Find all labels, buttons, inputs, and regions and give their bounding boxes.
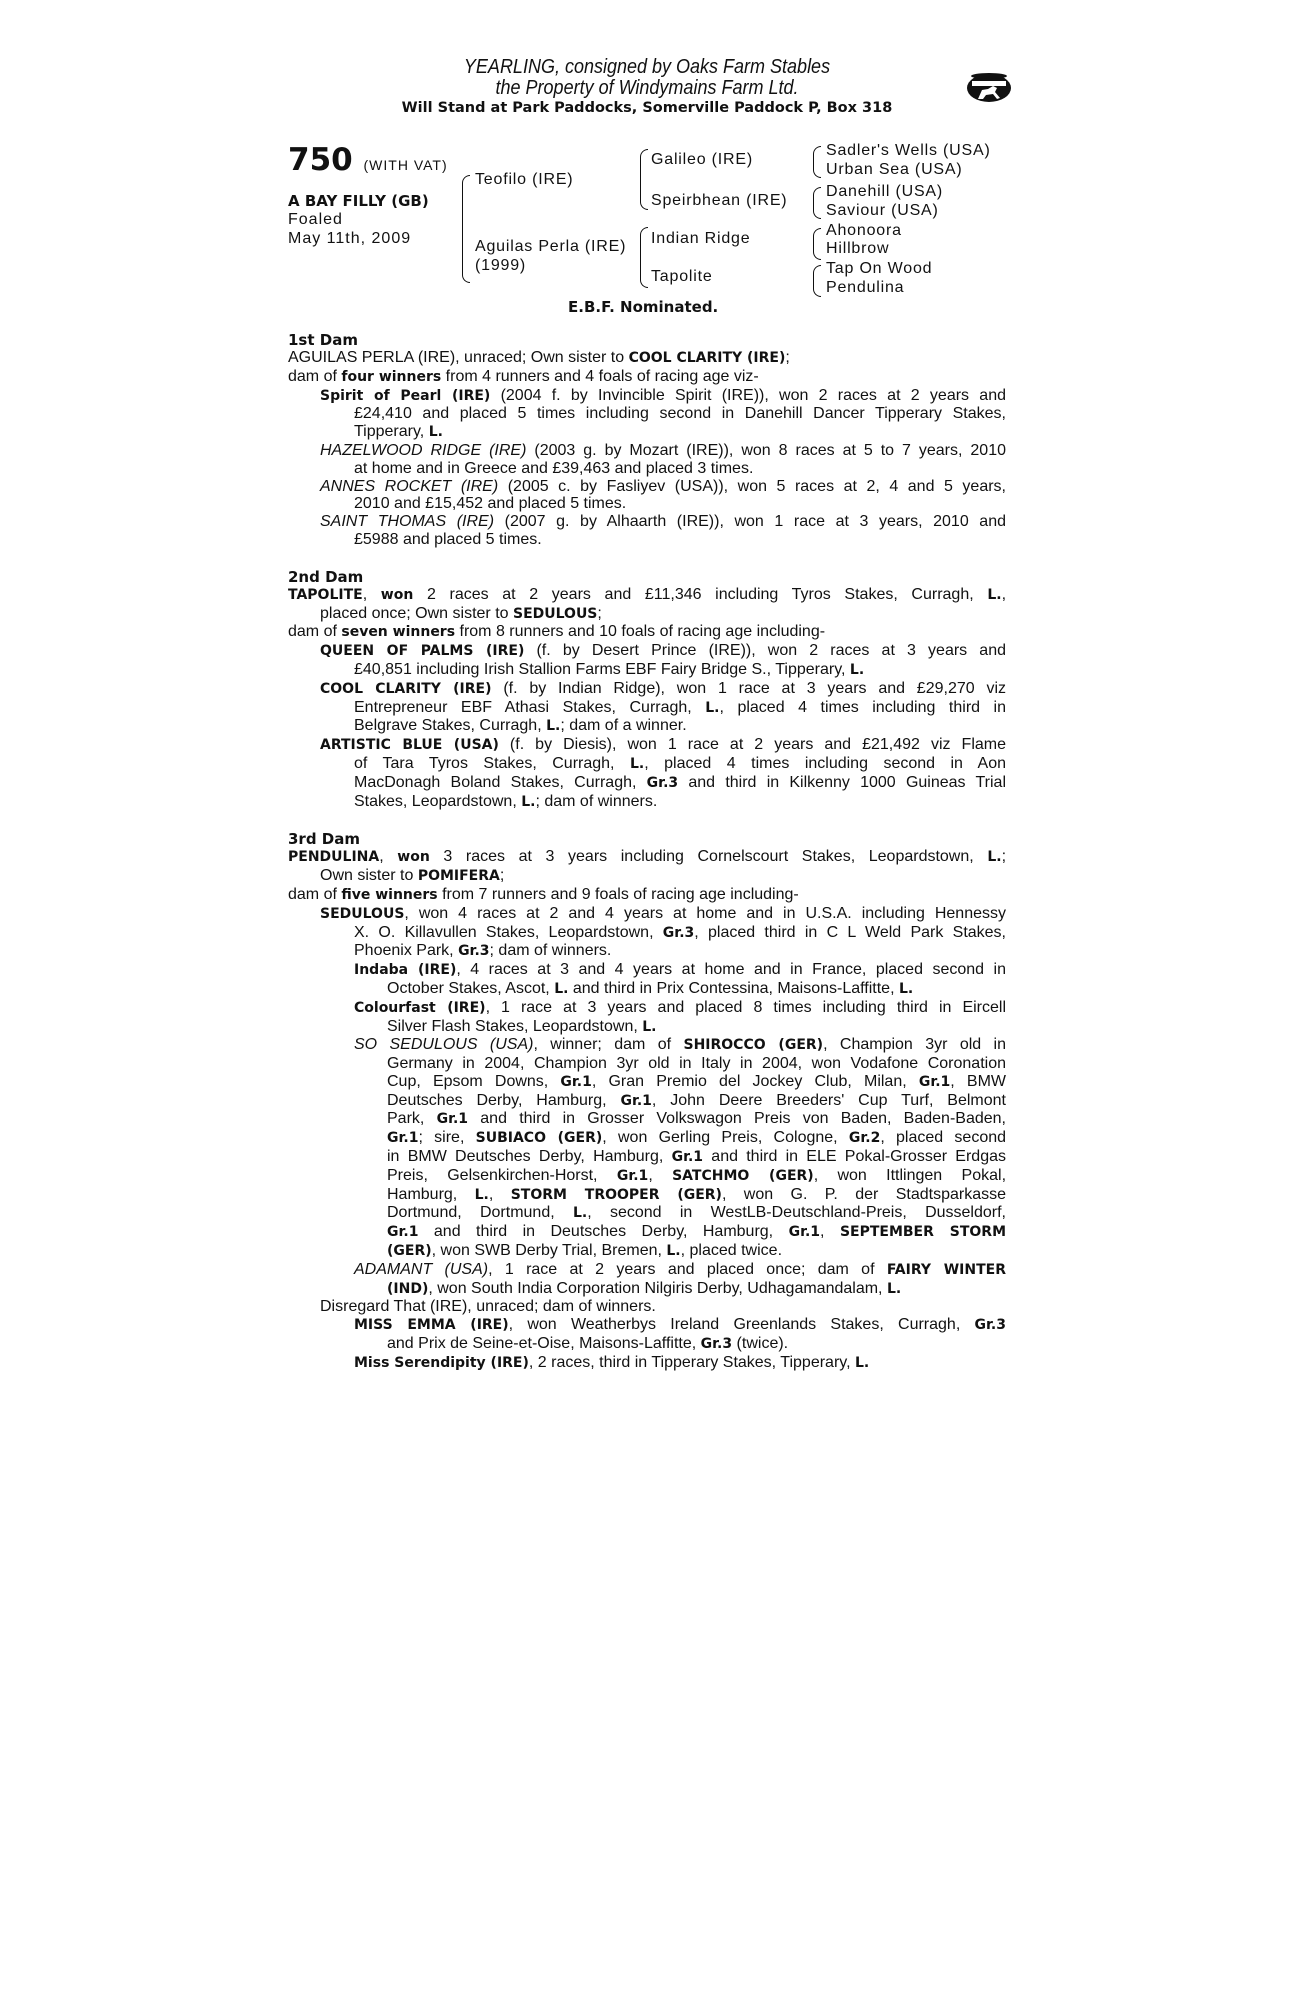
header [288,57,1006,117]
g-brace-2 [813,187,821,219]
produce-entry-cont: October Stakes, Ascot, L. and third in Prix Contessina, Maisons-Laffitte, L. [387,979,914,997]
dam-parents-brace [640,227,648,288]
first-dam-heading: 1st Dam [288,331,358,349]
produce-entry-cont: Dortmund, Dortmund, L., second in WestLB-Deutschland-Preis, Dusseldorf, [387,1204,1006,1222]
produce-entry-cont: Belgrave Stakes, Curragh, L.; dam of a winner. [354,717,687,735]
produce-entry: ANNES ROCKET (IRE) (2005 c. by Fasliyev (USA)), won 5 races at 2, 4 and 5 years, [320,477,1006,495]
third-dam-heading: 3rd Dam [288,830,360,849]
produce-entry: MISS EMMA (IRE), won Weatherbys Ireland Greenlands Stakes, Curragh, Gr.3 [354,1316,1006,1334]
produce-entry-cont: Stakes, Leopardstown, L.; dam of winners. [354,792,658,810]
third-dam-line-cont: Own sister to POMIFERA; [320,867,505,885]
second-dam-heading: 2nd Dam [288,567,364,586]
produce-entry: SEDULOUS, won 4 races at 2 and 4 years at home and in U.S.A. including Hennessy [320,904,1006,922]
produce-entry-cont: Entrepreneur EBF Athasi Stakes, Curragh, L., placed 4 times including third in [354,698,1006,716]
produce-entry: Colourfast (IRE), 1 race at 3 years and placed 8 times including third in Eircell [354,998,1006,1016]
first-dam-summary: dam of four winners from 4 runners and 4 foals of racing age viz- [288,367,759,385]
sire-dam-brace [462,175,470,283]
sales-logo-icon [964,68,1014,108]
pedigree-ggp-8: Pendulina [826,279,905,296]
produce-entry-cont: £5988 and placed 5 times. [354,530,542,548]
produce-entry: HAZELWOOD RIDGE (IRE) (2003 g. by Mozart (IRE)), won 8 races at 5 to 7 years, 2010 [320,441,1006,459]
second-dam-line: TAPOLITE, won 2 races at 2 years and £11,346 including Tyros Stakes, Curragh, L., [288,585,1006,603]
produce-entry-cont: Hamburg, L., STORM TROOPER (GER), won G. P. der Stadtsparkasse [387,1185,1006,1203]
produce-entry-cont: 2010 and £15,452 and placed 5 times. [354,495,627,513]
pedigree-ggp-5: Ahonoora [826,222,902,239]
g-brace-1 [813,146,821,178]
pedigree-sire: Teofilo (IRE) [475,171,574,188]
produce-entry-cont: X. O. Killavullen Stakes, Leopardstown, Gr.3, placed third in C L Weld Park Stakes, [354,923,1006,941]
pedigree-ggp-6: Hillbrow [826,240,890,257]
second-dam-summary: dam of seven winners from 8 runners and 10 foals of racing age including- [288,623,826,641]
pedigree-ggp-4: Saviour (USA) [826,202,939,219]
produce-entry: Disregard That (IRE), unraced; dam of winners. [320,1298,656,1316]
pedigree-ggp-1: Sadler's Wells (USA) [826,142,991,159]
produce-entry-cont: Deutsches Derby, Hamburg, Gr.1, John Deere Breeders' Cup Turf, Belmont [387,1091,1006,1109]
produce-record [288,331,1006,1373]
produce-entry-cont: of Tara Tyros Stakes, Curragh, L., placed 4 times including second in Aon [354,754,1006,772]
produce-entry-cont: Tipperary, L. [354,423,443,441]
produce-entry-cont: Silver Flash Stakes, Leopardstown, L. [387,1017,657,1035]
produce-entry: QUEEN OF PALMS (IRE) (f. by Desert Prince (IRE)), won 2 races at 3 years and [320,642,1006,660]
sire-parents-brace [640,149,648,210]
g-brace-3 [813,228,821,260]
second-dam-line-cont: placed once; Own sister to SEDULOUS; [320,604,602,622]
produce-entry: ADAMANT (USA), 1 race at 2 years and placed once; dam of FAIRY WINTER [354,1260,1006,1278]
produce-entry: Spirit of Pearl (IRE) (2004 f. by Invincible Spirit (IRE)), won 2 races at 2 years and [320,386,1006,404]
foaled-date: May 11th, 2009 [288,230,412,247]
lot-name: A BAY FILLY (GB) [288,192,429,210]
produce-entry-cont: Germany in 2004, Champion 3yr old in Italy in 2004, won Vodafone Coronation [387,1055,1006,1073]
produce-entry-cont: Cup, Epsom Downs, Gr.1, Gran Premio del Jockey Club, Milan, Gr.1, BMW [387,1072,1006,1090]
produce-entry: Indaba (IRE), 4 races at 3 and 4 years at home and in France, placed second in [354,961,1006,979]
third-dam-summary: dam of five winners from 7 runners and 9 foals of racing age including- [288,885,799,903]
pedigree-sire-sire: Galileo (IRE) [651,151,753,168]
pedigree-dam: Aguilas Perla (IRE) [475,238,627,255]
pedigree-ggp-2: Urban Sea (USA) [826,161,963,178]
first-dam-line: AGUILAS PERLA (IRE), unraced; Own sister to COOL CLARITY (IRE); [288,349,790,366]
produce-entry: ARTISTIC BLUE (USA) (f. by Diesis), won 1 race at 2 years and £21,492 viz Flame [320,736,1006,754]
pedigree-ggp-3: Danehill (USA) [826,183,944,200]
produce-entry-cont: in BMW Deutsches Derby, Hamburg, Gr.1 and third in ELE Pokal-Grosser Erdgas [387,1148,1006,1166]
pedigree-dam-year: (1999) [475,257,527,274]
produce-entry-cont: Phoenix Park, Gr.3; dam of winners. [354,942,612,960]
produce-entry: COOL CLARITY (IRE) (f. by Indian Ridge), won 1 race at 3 years and £29,270 viz [320,679,1006,697]
third-dam-line: PENDULINA, won 3 races at 3 years including Cornelscourt Stakes, Leopardstown, L.; [288,848,1006,866]
produce-entry-cont: Gr.1 and third in Deutsches Derby, Hamburg, Gr.1, SEPTEMBER STORM [387,1223,1006,1241]
produce-entry-cont: £24,410 and placed 5 times including second in Danehill Dancer Tipperary Stakes, [354,405,1006,423]
produce-entry-cont: Preis, Gelsenkirchen-Horst, Gr.1, SATCHMO (GER), won Ittlingen Pokal, [387,1166,1006,1184]
pedigree-sire-dam: Speirbhean (IRE) [651,192,788,209]
produce-entry-cont: Gr.1; sire, SUBIACO (GER), won Gerling Preis, Cologne, Gr.2, placed second [387,1129,1006,1147]
lot-number-line [288,143,448,182]
produce-entry: Miss Serendipity (IRE), 2 races, third in Tipperary Stakes, Tipperary, L. [354,1353,870,1371]
vat-note: (WITH VAT) [363,157,448,173]
produce-entry: SO SEDULOUS (USA), winner; dam of SHIROCCO (GER), Champion 3yr old in [354,1036,1006,1054]
produce-entry-cont: (GER), won SWB Derby Trial, Bremen, L., placed twice. [387,1242,783,1260]
g-brace-4 [813,265,821,297]
produce-entry-cont: Park, Gr.1 and third in Grosser Volkswagon Preis von Baden, Baden-Baden, [387,1110,1006,1128]
lot-number: 750 [288,142,353,178]
header-consigned-line: YEARLING, consigned by Oaks Farm Stables [463,56,831,78]
produce-entry-cont: £40,851 including Irish Stallion Farms EBF Fairy Bridge S., Tipperary, L. [354,660,865,678]
foaled-label: Foaled [288,211,343,228]
produce-entry-cont: and Prix de Seine-et-Oise, Maisons-Laffitte, Gr.3 (twice). [387,1335,789,1353]
produce-entry-cont: (IND), won South India Corporation Nilgiris Derby, Udhagamandalam, L. [387,1279,902,1297]
pedigree-dam-sire: Indian Ridge [651,230,751,247]
header-property-line: the Property of Windymains Farm Ltd. [495,77,799,99]
produce-entry: SAINT THOMAS (IRE) (2007 g. by Alhaarth (IRE)), won 1 race at 3 years, 2010 and [320,513,1006,531]
pedigree-ggp-7: Tap On Wood [826,260,933,277]
header-stand-line: Will Stand at Park Paddocks, Somerville Paddock P, Box 318 [401,100,893,116]
ebf-nominated: E.B.F. Nominated. [568,298,719,316]
produce-entry-cont: at home and in Greece and £39,463 and placed 3 times. [354,459,754,477]
pedigree-dam-dam: Tapolite [651,268,713,285]
produce-entry-cont: MacDonagh Boland Stakes, Curragh, Gr.3 and third in Kilkenny 1000 Guineas Trial [354,773,1006,791]
